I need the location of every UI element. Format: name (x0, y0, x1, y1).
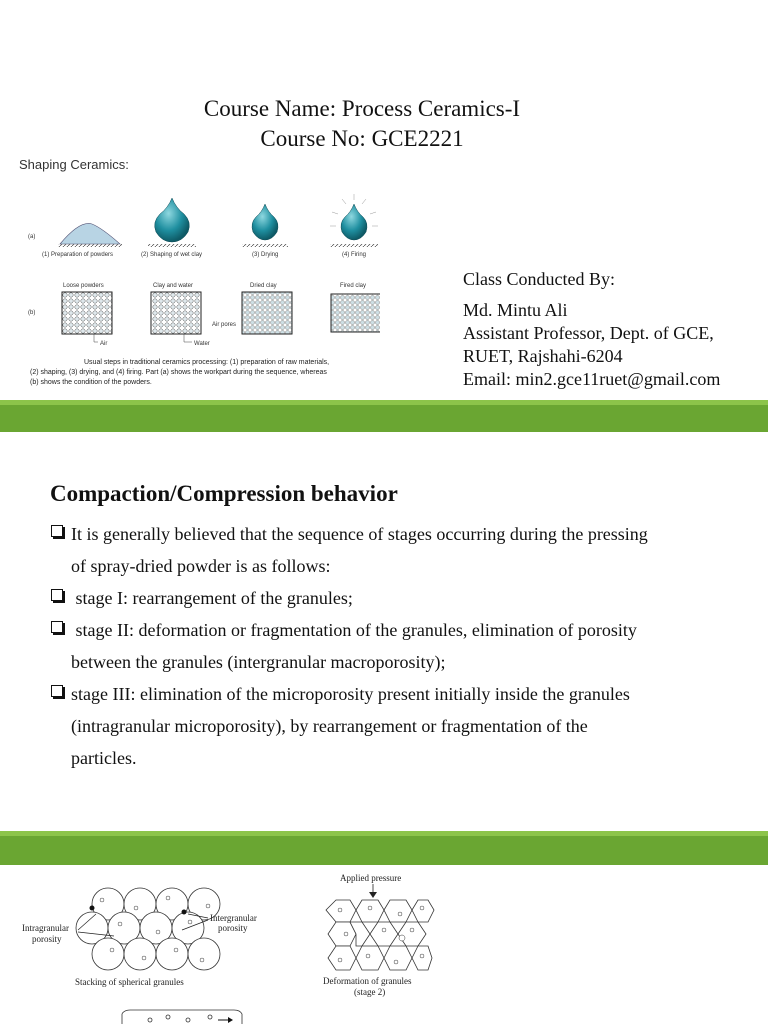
section-heading: Compaction/Compression behavior (50, 481, 398, 506)
intragranular-label: porosity (32, 934, 62, 944)
bullet-item (50, 678, 730, 710)
pressure-arrow-head-icon (369, 892, 377, 898)
bullet-continuation (50, 550, 730, 582)
state-label: Dried clay (250, 283, 277, 289)
conductor-name: Md. Mintu Ali (463, 300, 568, 320)
bullet-text: It is generally believed that the sequence of stages occurring during the pressing (71, 524, 648, 544)
fired-shape-icon (341, 204, 367, 240)
state-label: Fired clay (340, 283, 367, 289)
bullet-text: stage III: elimination of the microporosity present initially inside the granules (71, 684, 630, 704)
bullet-continuation (50, 646, 730, 678)
pore-dot-icon (182, 910, 187, 915)
dried-shape-icon (252, 204, 278, 240)
row-a-label: (a) (28, 234, 36, 240)
bullet-text: (intragranular microporosity), by rearrangement or fragmentation of the (71, 716, 588, 736)
conductor-position: Assistant Professor, Dept. of GCE, (463, 323, 714, 343)
base-plate (330, 244, 378, 247)
wet-clay-shape-icon (155, 198, 190, 242)
powder-pile-icon (60, 223, 120, 244)
air-pores-label: Air pores (212, 322, 237, 328)
dried-clay-box (242, 292, 292, 334)
intergranular-label: porosity (218, 923, 248, 933)
step-label: (4) Firing (342, 252, 367, 258)
bullet-text: particles. (71, 748, 137, 768)
bullet-text: stage I: rearrangement of the granules; (71, 588, 353, 608)
step-label: (1) Preparation of powders (42, 252, 114, 258)
air-pointer (94, 334, 98, 342)
spherical-granules-stack (76, 888, 220, 970)
conductor-info (463, 268, 720, 391)
bullet-item (50, 582, 730, 614)
stacking-caption: Stacking of spherical granules (75, 977, 184, 987)
deformation-caption: Deformation of granules (323, 976, 412, 986)
conductor-heading: Class Conducted By: (463, 269, 615, 289)
bullet-list (50, 518, 730, 774)
checkbox-bullet-icon (51, 589, 63, 601)
base-plate (58, 244, 122, 247)
bullet-item (50, 518, 730, 550)
step-label: (2) Shaping of wet clay (141, 252, 203, 258)
bullet-continuation (50, 742, 730, 774)
green-divider (0, 831, 768, 865)
loose-powders-box (62, 292, 112, 334)
figure-caption-line: (b) shows the condition of the powders. (30, 379, 152, 386)
partial-granule-figure (122, 1010, 242, 1024)
figure-caption-line: Usual steps in traditional ceramics processing: (1) preparation of raw materials, (84, 359, 330, 366)
row-b-label: (b) (28, 310, 36, 316)
checkbox-bullet-icon (51, 621, 63, 633)
course-title-block (0, 94, 724, 154)
base-plate (242, 244, 288, 247)
bullet-text: between the granules (intergranular macroporosity); (71, 652, 446, 672)
granule-compaction-figure (18, 870, 438, 1024)
green-divider (0, 400, 768, 432)
course-number: Course No: GCE2221 (260, 126, 464, 151)
water-label: Water (194, 341, 210, 347)
conductor-institution: RUET, Rajshahi-6204 (463, 346, 623, 366)
fired-clay-box (331, 294, 380, 332)
water-pointer (184, 334, 192, 342)
deformation-caption: (stage 2) (354, 987, 386, 997)
bullet-item (50, 614, 730, 646)
bullet-continuation (50, 710, 730, 742)
shaping-ceramics-figure (20, 190, 380, 395)
checkbox-bullet-icon (51, 525, 63, 537)
step-label: (3) Drying (252, 252, 279, 258)
intergranular-label: Intergranular (210, 913, 257, 923)
conductor-email: Email: min2.gce11ruet@gmail.com (463, 369, 721, 389)
checkbox-bullet-icon (51, 685, 63, 697)
shaping-ceramics-title: Shaping Ceramics: (19, 157, 129, 172)
course-name: Course Name: Process Ceramics-I (203, 96, 521, 121)
state-label: Loose powders (63, 283, 104, 289)
clay-water-box (151, 292, 201, 334)
bullet-text: of spray-dried powder is as follows: (71, 556, 331, 576)
base-plate (148, 244, 196, 247)
state-label: Clay and water (153, 283, 194, 289)
pore-dot-icon (90, 906, 95, 911)
figure-caption-line: (2) shaping, (3) drying, and (4) firing. Part (a) shows the workpart during the sequence, whereas (30, 369, 327, 376)
applied-pressure-label: Applied pressure (340, 873, 402, 883)
deformed-granules (326, 900, 434, 970)
air-label: Air (100, 341, 108, 347)
bullet-text: stage II: deformation or fragmentation of the granules, elimination of porosity (71, 620, 637, 640)
intragranular-label: Intragranular (22, 923, 69, 933)
